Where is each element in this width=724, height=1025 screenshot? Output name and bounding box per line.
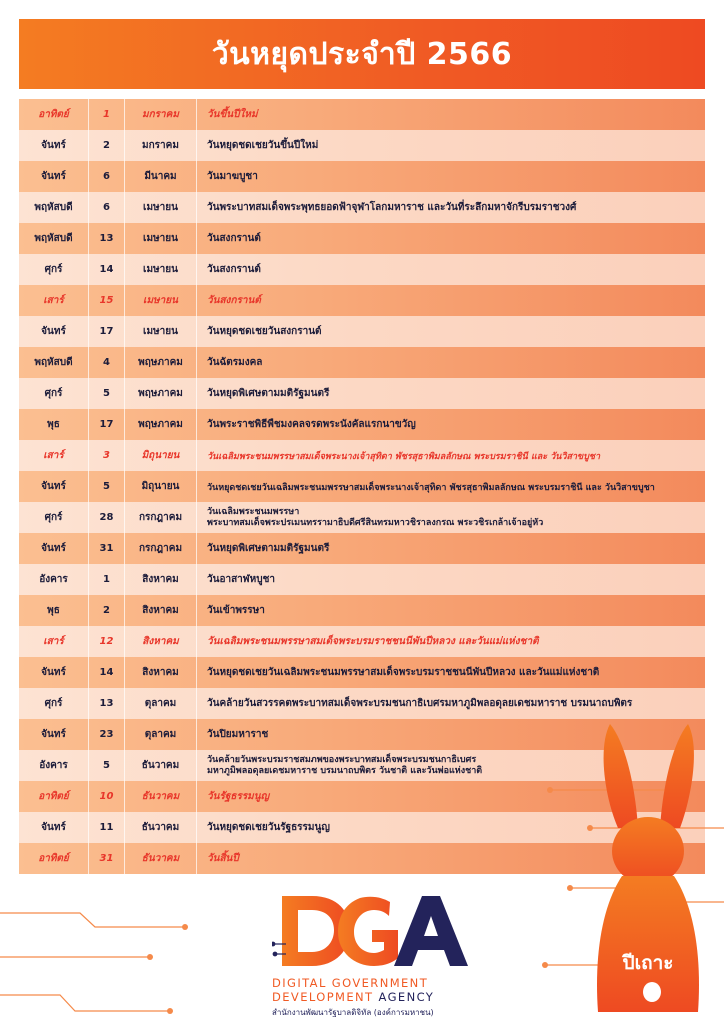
- holiday-row: [19, 657, 705, 688]
- month-cell: มกราคม: [125, 130, 197, 161]
- day-cell: เสาร์: [19, 626, 89, 657]
- holiday-name-cell: วันหยุดชดเชยวันสงกรานต์: [207, 326, 322, 337]
- date-cell: 17: [89, 409, 125, 440]
- month-cell: ตุลาคม: [125, 719, 197, 750]
- date-cell: 17: [89, 316, 125, 347]
- month-cell: ธันวาคม: [125, 750, 197, 781]
- holiday-name-line-1: วันเฉลิมพระชนมพรรษา: [207, 506, 300, 517]
- date-cell: 5: [89, 471, 125, 502]
- date-cell: 1: [89, 564, 125, 595]
- day-cell: พุธ: [19, 409, 89, 440]
- day-cell: จันทร์: [19, 161, 89, 192]
- date-cell: 14: [89, 254, 125, 285]
- dga-mark: [272, 890, 472, 970]
- holiday-row: [19, 502, 705, 533]
- rabbit-illustration: [588, 716, 708, 1016]
- holiday-name-cell: วันเฉลิมพระชนมพรรษาสมเด็จพระบรมราชชนนีพันปีหลวง และวันแม่แห่งชาติ: [207, 636, 539, 647]
- day-cell: จันทร์: [19, 471, 89, 502]
- day-cell: พฤหัสบดี: [19, 223, 89, 254]
- day-cell: พฤหัสบดี: [19, 192, 89, 223]
- month-cell: พฤษภาคม: [125, 347, 197, 378]
- month-cell: สิงหาคม: [125, 657, 197, 688]
- holiday-name-cell: วันรัฐธรรมนูญ: [207, 791, 270, 802]
- day-cell: ศุกร์: [19, 254, 89, 285]
- dga-logo: [272, 890, 472, 1020]
- logo-line-1: DIGITAL GOVERNMENT: [272, 976, 429, 990]
- holiday-name-cell: วันสงกรานต์: [207, 264, 261, 275]
- month-cell: มิถุนายน: [125, 440, 197, 471]
- day-cell: จันทร์: [19, 130, 89, 161]
- month-cell: มิถุนายน: [125, 471, 197, 502]
- holiday-name-cell: วันปิยมหาราช: [207, 729, 269, 740]
- day-cell: พุธ: [19, 595, 89, 626]
- day-cell: จันทร์: [19, 316, 89, 347]
- holiday-name-cell: วันอาสาฬหบูชา: [207, 574, 275, 585]
- page-header: [19, 19, 705, 89]
- month-cell: ธันวาคม: [125, 781, 197, 812]
- day-cell: ศุกร์: [19, 378, 89, 409]
- date-cell: 5: [89, 378, 125, 409]
- holiday-name-cell: วันพระราชพิธีพืชมงคลจรดพระนังคัลแรกนาขวัญ: [207, 419, 416, 430]
- date-cell: 6: [89, 161, 125, 192]
- holiday-row: [19, 316, 705, 347]
- day-cell: อังคาร: [19, 750, 89, 781]
- holiday-name-cell: วันหยุดชดเชยวันเฉลิมพระชนมพรรษาสมเด็จพระบรมราชชนนีพันปีหลวง และวันแม่แห่งชาติ: [207, 667, 600, 678]
- holiday-name-line-2: มหาภูมิพลอดุลยเดชมหาราช บรมนาถบพิตร วันชาติ และวันพ่อแห่งชาติ: [207, 765, 483, 776]
- day-cell: จันทร์: [19, 657, 89, 688]
- holiday-row: [19, 192, 705, 223]
- holiday-name-cell: วันหยุดชดเชยวันรัฐธรรมนูญ: [207, 822, 330, 833]
- date-cell: 1: [89, 99, 125, 130]
- logo-line-2: [272, 990, 472, 1004]
- logo-line-3: สำนักงานพัฒนารัฐบาลดิจิทัล (องค์การมหาชน): [272, 1008, 434, 1017]
- holiday-row: [19, 440, 705, 471]
- holiday-name-cell: วันพระบาทสมเด็จพระพุทธยอดฟ้าจุฬาโลกมหาราช และวันที่ระลึกมหาจักรีบรมราชวงศ์: [207, 202, 577, 213]
- holiday-name-line-2: พระบาทสมเด็จพระปรเมนทรรามาธิบดีศรีสินทรมหาวชิราลงกรณ พระวชิรเกล้าเจ้าอยู่หัว: [207, 517, 544, 528]
- holiday-name-cell: วันเข้าพรรษา: [207, 605, 265, 616]
- month-cell: กรกฎาคม: [125, 502, 197, 533]
- holiday-row: [19, 626, 705, 657]
- holiday-name-cell: วันขึ้นปีใหม่: [207, 109, 258, 120]
- holiday-name-cell: วันมาฆบูชา: [207, 171, 258, 182]
- holiday-name-cell: [197, 502, 705, 533]
- holiday-row: [19, 130, 705, 161]
- month-cell: เมษายน: [125, 285, 197, 316]
- holiday-row: [19, 254, 705, 285]
- holiday-name-cell: วันสงกรานต์: [207, 295, 261, 306]
- date-cell: 12: [89, 626, 125, 657]
- holiday-row: [19, 688, 705, 719]
- date-cell: 28: [89, 502, 125, 533]
- date-cell: 13: [89, 688, 125, 719]
- holiday-row: [19, 285, 705, 316]
- holiday-name-cell: วันหยุดชดเชยวันเฉลิมพระชนมพรรษาสมเด็จพระนางเจ้าสุทิดา พัชรสุธาพิมลลักษณ พระบรมราชินี และ วันวิสาขบูชา: [207, 482, 655, 493]
- month-cell: สิงหาคม: [125, 595, 197, 626]
- month-cell: มีนาคม: [125, 161, 197, 192]
- holiday-row: [19, 378, 705, 409]
- holiday-row: [19, 99, 705, 130]
- holiday-row: [19, 595, 705, 626]
- month-cell: สิงหาคม: [125, 626, 197, 657]
- holiday-name-line-1: วันคล้ายวันพระบรมราชสมภพของพระบาทสมเด็จพระบรมชนกาธิเบศร: [207, 754, 477, 765]
- holiday-row: [19, 223, 705, 254]
- logo-line-2-agency: AGENCY: [373, 990, 435, 1004]
- date-cell: 3: [89, 440, 125, 471]
- month-cell: เมษายน: [125, 192, 197, 223]
- date-cell: 31: [89, 533, 125, 564]
- month-cell: พฤษภาคม: [125, 378, 197, 409]
- holiday-row: [19, 564, 705, 595]
- date-cell: 23: [89, 719, 125, 750]
- day-cell: อาทิตย์: [19, 99, 89, 130]
- holiday-name-cell: วันหยุดพิเศษตามมติรัฐมนตรี: [207, 543, 330, 554]
- holiday-name-cell: วันเฉลิมพระชนมพรรษาสมเด็จพระนางเจ้าสุทิดา พัชรสุธาพิมลลักษณ พระบรมราชินี และ วันวิสาขบูชา: [207, 451, 601, 462]
- holiday-row: [19, 471, 705, 502]
- holiday-name-cell: วันสิ้นปี: [207, 853, 239, 864]
- holiday-name-cell: วันคล้ายวันสวรรคตพระบาทสมเด็จพระบรมชนกาธิเบศรมหาภูมิพลอดุลยเดชมหาราช บรมนาถบพิตร: [207, 698, 633, 709]
- day-cell: อาทิตย์: [19, 781, 89, 812]
- holiday-row: [19, 161, 705, 192]
- month-cell: เมษายน: [125, 316, 197, 347]
- holiday-row: [19, 409, 705, 440]
- day-cell: จันทร์: [19, 812, 89, 843]
- holiday-name-cell: วันฉัตรมงคล: [207, 357, 263, 368]
- month-cell: เมษายน: [125, 254, 197, 285]
- logo-line-2-development: DEVELOPMENT: [272, 990, 374, 1004]
- month-cell: กรกฎาคม: [125, 533, 197, 564]
- circuit-lines-left: [0, 895, 280, 1025]
- month-cell: สิงหาคม: [125, 564, 197, 595]
- month-cell: ธันวาคม: [125, 812, 197, 843]
- date-cell: 31: [89, 843, 125, 874]
- month-cell: มกราคม: [125, 99, 197, 130]
- day-cell: เสาร์: [19, 285, 89, 316]
- day-cell: จันทร์: [19, 533, 89, 564]
- day-cell: ศุกร์: [19, 688, 89, 719]
- date-cell: 10: [89, 781, 125, 812]
- holiday-row: [19, 533, 705, 564]
- date-cell: 2: [89, 595, 125, 626]
- day-cell: พฤหัสบดี: [19, 347, 89, 378]
- day-cell: จันทร์: [19, 719, 89, 750]
- rabbit-label: ปีเถาะ: [622, 952, 674, 974]
- month-cell: ธันวาคม: [125, 843, 197, 874]
- date-cell: 11: [89, 812, 125, 843]
- date-cell: 6: [89, 192, 125, 223]
- holiday-name-cell: วันสงกรานต์: [207, 233, 261, 244]
- day-cell: อังคาร: [19, 564, 89, 595]
- page-title: วันหยุดประจำปี 2566: [211, 36, 513, 72]
- holiday-name-cell: วันหยุดชดเชยวันขึ้นปีใหม่: [207, 140, 319, 151]
- day-cell: อาทิตย์: [19, 843, 89, 874]
- holiday-name-cell: วันหยุดพิเศษตามมติรัฐมนตรี: [207, 388, 330, 399]
- date-cell: 2: [89, 130, 125, 161]
- date-cell: 5: [89, 750, 125, 781]
- month-cell: ตุลาคม: [125, 688, 197, 719]
- day-cell: ศุกร์: [19, 502, 89, 533]
- month-cell: เมษายน: [125, 223, 197, 254]
- date-cell: 13: [89, 223, 125, 254]
- date-cell: 14: [89, 657, 125, 688]
- date-cell: 4: [89, 347, 125, 378]
- month-cell: พฤษภาคม: [125, 409, 197, 440]
- day-cell: เสาร์: [19, 440, 89, 471]
- date-cell: 15: [89, 285, 125, 316]
- holiday-row: [19, 347, 705, 378]
